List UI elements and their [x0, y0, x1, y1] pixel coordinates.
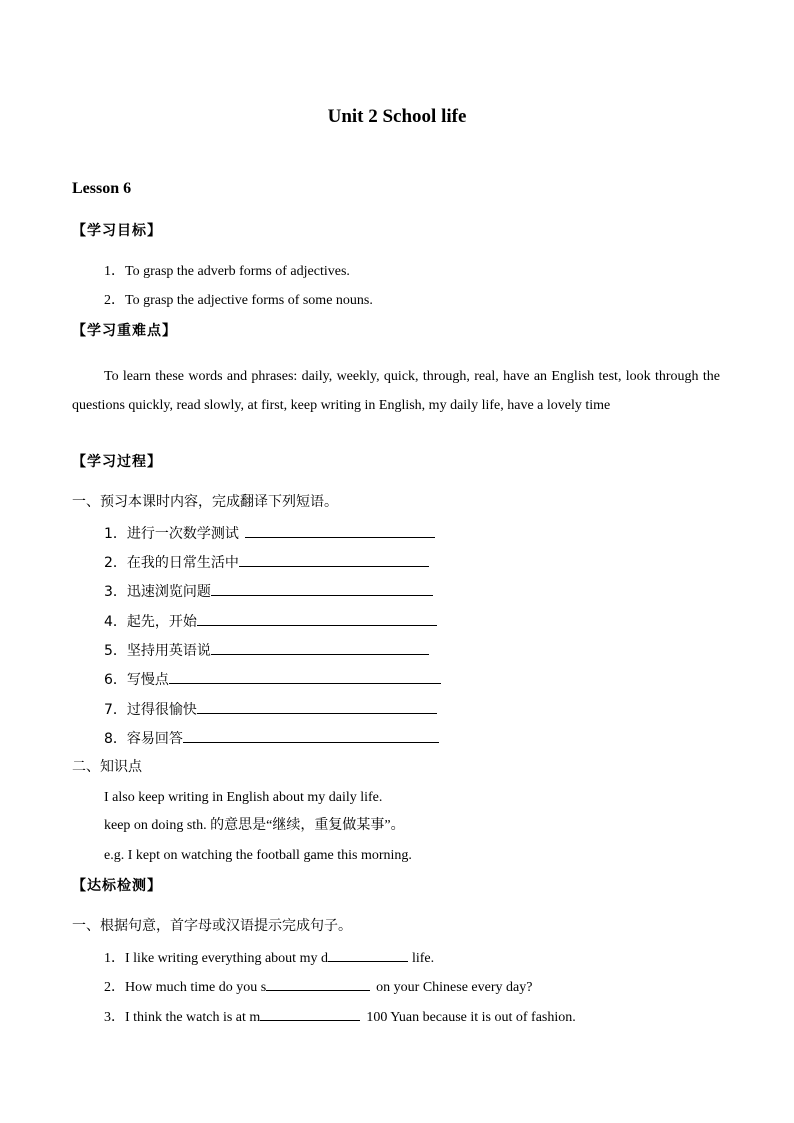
- answer-blank[interactable]: [328, 947, 408, 962]
- test-part1-title: 一、根据句意，首字母或汉语提示完成句子。: [72, 918, 352, 934]
- translate-item-1: 1．进行一次数学测试: [104, 523, 435, 543]
- translate-item-5: 5．坚持用英语说: [104, 640, 429, 660]
- translate-item-7: 7．过得很愉快: [104, 699, 437, 719]
- goals-heading: 【学习目标】: [72, 223, 162, 239]
- answer-blank[interactable]: [197, 699, 437, 714]
- translate-item-4: 4．起先，开始: [104, 611, 437, 631]
- answer-blank[interactable]: [245, 523, 435, 538]
- answer-blank[interactable]: [266, 976, 370, 991]
- goal-item-2: 2．To grasp the adjective forms of some nouns.: [104, 293, 373, 308]
- page-title: Unit 2 School life: [327, 106, 467, 127]
- translate-item-8: 8．容易回答: [104, 728, 439, 748]
- answer-blank[interactable]: [197, 611, 437, 626]
- process-part2-title: 二、知识点: [72, 759, 142, 775]
- goal-item-1: 1．To grasp the adverb forms of adjectives.: [104, 264, 350, 279]
- answer-blank[interactable]: [211, 581, 433, 596]
- knowledge-line-2: keep on doing sth. 的意思是“继续，重复做某事”。: [104, 818, 405, 833]
- translate-item-6: 6．写慢点: [104, 669, 441, 689]
- translate-item-3: 3．迅速浏览问题: [104, 581, 433, 601]
- answer-blank[interactable]: [183, 728, 439, 743]
- test-question-1: 1．I like writing everything about my d life.: [104, 947, 434, 968]
- translate-item-2: 2．在我的日常生活中: [104, 552, 429, 572]
- lesson-label: Lesson 6: [72, 180, 132, 197]
- answer-blank[interactable]: [211, 640, 429, 655]
- knowledge-line-1: I also keep writing in English about my daily life.: [104, 790, 383, 805]
- answer-blank[interactable]: [169, 669, 441, 684]
- answer-blank[interactable]: [239, 552, 429, 567]
- process-part1-title: 一、预习本课时内容，完成翻译下列短语。: [72, 494, 338, 510]
- process-heading: 【学习过程】: [72, 454, 162, 470]
- key-points-text: To learn these words and phrases: daily, weekly, quick, through, real, have an English test, look through the questions quickly, read slowly, at first, keep writing in English, my daily life, have a lovely time: [72, 369, 720, 413]
- key-points-heading: 【学习重难点】: [72, 323, 177, 339]
- test-question-3: 3．I think the watch is at m 100 Yuan because it is out of fashion.: [104, 1006, 576, 1027]
- test-question-2: 2．How much time do you s on your Chinese every day?: [104, 976, 532, 997]
- test-heading: 【达标检测】: [72, 878, 162, 894]
- answer-blank[interactable]: [260, 1006, 360, 1021]
- knowledge-line-3: e.g. I kept on watching the football game this morning.: [104, 848, 412, 863]
